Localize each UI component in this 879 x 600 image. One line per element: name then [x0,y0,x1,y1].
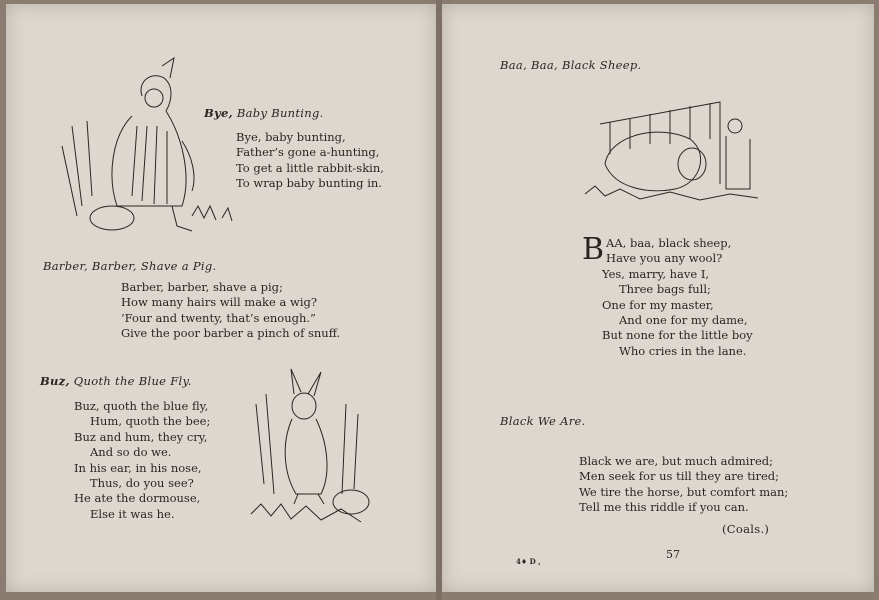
verse-line: Barber, barber, shave a pig; [121,280,283,294]
rabbit-illustration-icon [246,364,386,534]
verse-line: Else it was he. [90,506,175,521]
verse-line: One for my master, [602,297,714,312]
verse-line: Father’s gone a-hunting, [236,145,380,160]
verse-line: Thus, do you see? [90,476,194,491]
verse-line: Have you any wool? [606,251,723,266]
riddle-answer: (Coals.) [722,522,770,536]
left-page [6,4,436,592]
bye-baby-bunting-verse [236,130,384,192]
verse-line: He ate the dormouse, [74,491,201,506]
baby-bunting-illustration-icon [42,56,242,246]
verse-line: But none for the little boy [602,328,753,343]
right-page [442,4,874,592]
verse-line: In his ear, in his nose, [74,460,202,475]
verse-line: Men seek for us till they are tired; [579,469,780,484]
barber-verse [121,280,340,342]
verse-line: Hum, quoth the bee; [90,414,211,429]
buz-title: Buz, Quoth the Blue Fly. [40,374,192,388]
verse-line: BAA, baa, black sheep, [582,232,732,267]
verse-line: And so do we. [90,445,172,460]
verse-line: Bye, baby bunting, [236,130,346,144]
verse-line: Give the poor barber a pinch of snuff. [121,326,341,341]
verse-line: Buz and hum, they cry, [74,429,208,444]
verse-line: Tell me this riddle if you can. [579,500,749,515]
verse-line: Who cries in the lane. [619,343,747,358]
verse-line: Three bags full; [619,282,711,297]
verse-line: We tire the horse, but comfort man; [579,484,789,499]
verse-line: Black we are, but much admired; [579,454,774,468]
black-we-are-title: Black We Are. [500,414,586,428]
page-number: 57 [666,548,680,561]
verse-line: To wrap baby bunting in. [236,176,382,191]
baa-baa-verse [582,232,753,359]
bye-baby-bunting-title: Bye, Baby Bunting. [204,106,324,120]
baa-baa-black-sheep-title: Baa, Baa, Black Sheep. [500,58,642,72]
verse-line: Buz, quoth the blue fly, [74,399,209,413]
verse-line: And one for my dame, [619,313,748,328]
barber-title: Barber, Barber, Shave a Pig. [43,259,217,273]
verse-line: How many hairs will make a wig? [121,295,318,310]
drop-cap: B [582,232,605,267]
sheep-illustration-icon [580,94,762,206]
buz-verse [74,399,210,522]
black-we-are-verse [579,454,788,516]
signature-mark: 4♦ D , [516,557,541,566]
verse-line: Yes, marry, have I, [602,266,710,281]
verse-line: To get a little rabbit-skin, [236,160,384,175]
verse-line: ‘Four and twenty, that’s enough.” [121,310,316,325]
